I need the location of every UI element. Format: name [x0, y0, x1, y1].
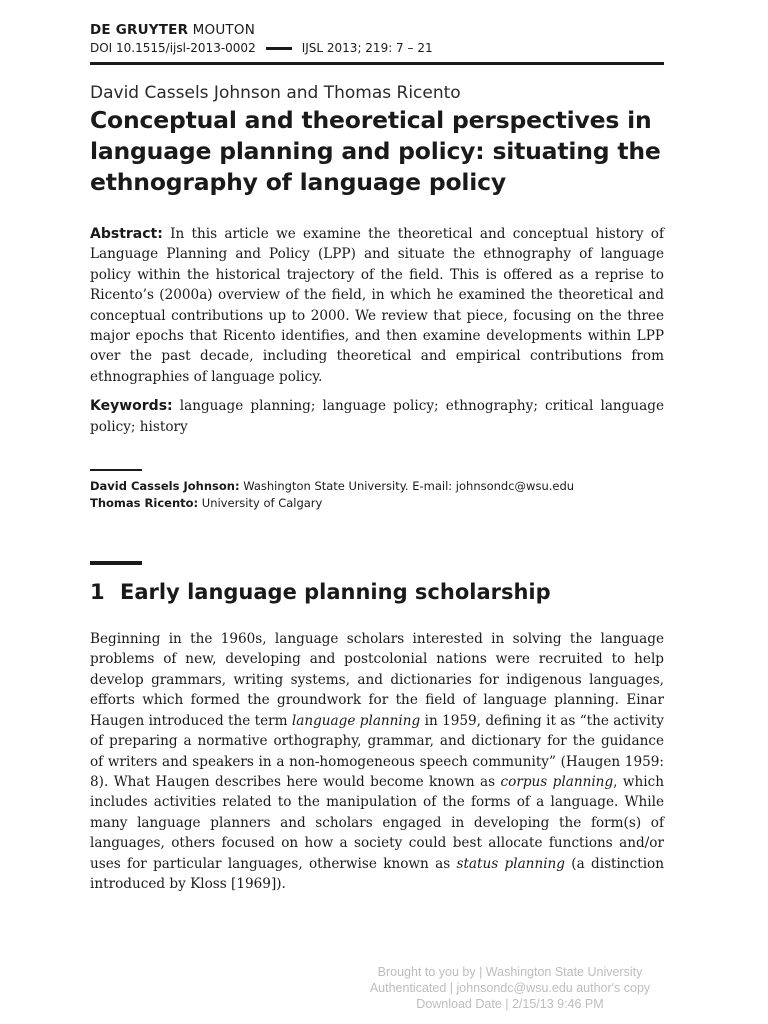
- affiliation-item: [90, 478, 664, 495]
- download-watermark: [330, 964, 690, 1012]
- doi: DOI 10.1515/ijsl-2013-0002: [90, 41, 256, 55]
- affiliation-rule: [90, 469, 142, 471]
- affiliations: [90, 478, 664, 512]
- doi-line: [90, 41, 664, 55]
- abstract-text: In this article we examine the theoretical and conceptual history of Language Planning and Policy (LPP) and situate the ethnography of language policy within the historical trajectory of the field. This is offered as a reprise to Ricento’s (2000a) overview of the field, in which he examined the theoretical and conceptual contributions up to 2000. We review that piece, focusing on the three major epochs that Ricento identifies, and then examine developments within LPP over the past decade, including theoretical and empirical contributions from ethnographies of language policy.: [90, 226, 665, 385]
- article-authors: David Cassels Johnson and Thomas Ricento: [90, 83, 461, 103]
- watermark-line: Authenticated | johnsondc@wsu.edu author's copy: [369, 981, 651, 995]
- body-text-4: (a distinction introduced by Kloss [1969]).: [90, 855, 664, 892]
- header-rule: [90, 62, 664, 65]
- keywords: [90, 396, 664, 437]
- body-text-3: , which includes activities related to the manipulation of the forms of a language. While many language planners and scholars engaged in developing the form(s) of languages, others focused on how a society could best allocate functions and/or uses for particular languages, otherwise known as: [90, 773, 665, 872]
- publisher-name: [90, 22, 664, 38]
- publisher-name-rest: MOUTON: [188, 22, 255, 38]
- article-page: [90, 22, 664, 908]
- body-text-2: in 1959, defining it as “the activity of preparing a normative orthography, grammar, and dictionary for the guidance of writers and speakers in a non-homogeneous speech community” (Haugen 1959: 8). What Haugen describes here would become known as: [90, 712, 664, 790]
- section-heading: [90, 580, 664, 604]
- body-text-1: Beginning in the 1960s, language scholars interested in solving the language problems of new, developing and postcolonial nations were recruited to help develop grammars, writing systems, and dictionaries for indigenous languages, efforts which formed the groundwork for the field of language planning. Einar Haugen introduced the term: [90, 631, 664, 729]
- doi-separator: [266, 47, 292, 50]
- affiliation-detail: University of Calgary: [201, 496, 323, 511]
- affiliation-item: [90, 495, 664, 512]
- watermark-line: Download Date | 2/15/13 9:46 PM: [416, 997, 604, 1011]
- keywords-text: language planning; language policy; ethnography; critical language policy; history: [90, 398, 664, 435]
- section-number: 1: [90, 580, 105, 605]
- journal-reference: IJSL 2013; 219: 7 – 21: [301, 41, 433, 55]
- abstract-label: Abstract:: [90, 226, 163, 242]
- keywords-label: Keywords:: [90, 398, 173, 415]
- publisher-name-bold: DE GRUYTER: [90, 22, 189, 38]
- watermark-line: Brought to you by | Washington State University: [377, 965, 643, 979]
- term-status-planning: status planning: [456, 855, 565, 872]
- affiliation-name: Thomas Ricento:: [90, 496, 199, 511]
- body-paragraph: [90, 629, 664, 894]
- abstract: [90, 224, 664, 387]
- section-rule: [90, 561, 142, 565]
- term-language-planning: language planning: [291, 712, 421, 729]
- term-corpus-planning: corpus planning: [500, 773, 614, 790]
- affiliation-detail: Washington State University. E-mail: johnsondc@wsu.edu: [243, 479, 575, 494]
- section-title: Early language planning scholarship: [120, 580, 551, 605]
- article-title: Conceptual and theoretical perspectives in language planning and policy: situating the ethnography of language policy: [90, 106, 661, 196]
- affiliation-name: David Cassels Johnson:: [90, 479, 240, 494]
